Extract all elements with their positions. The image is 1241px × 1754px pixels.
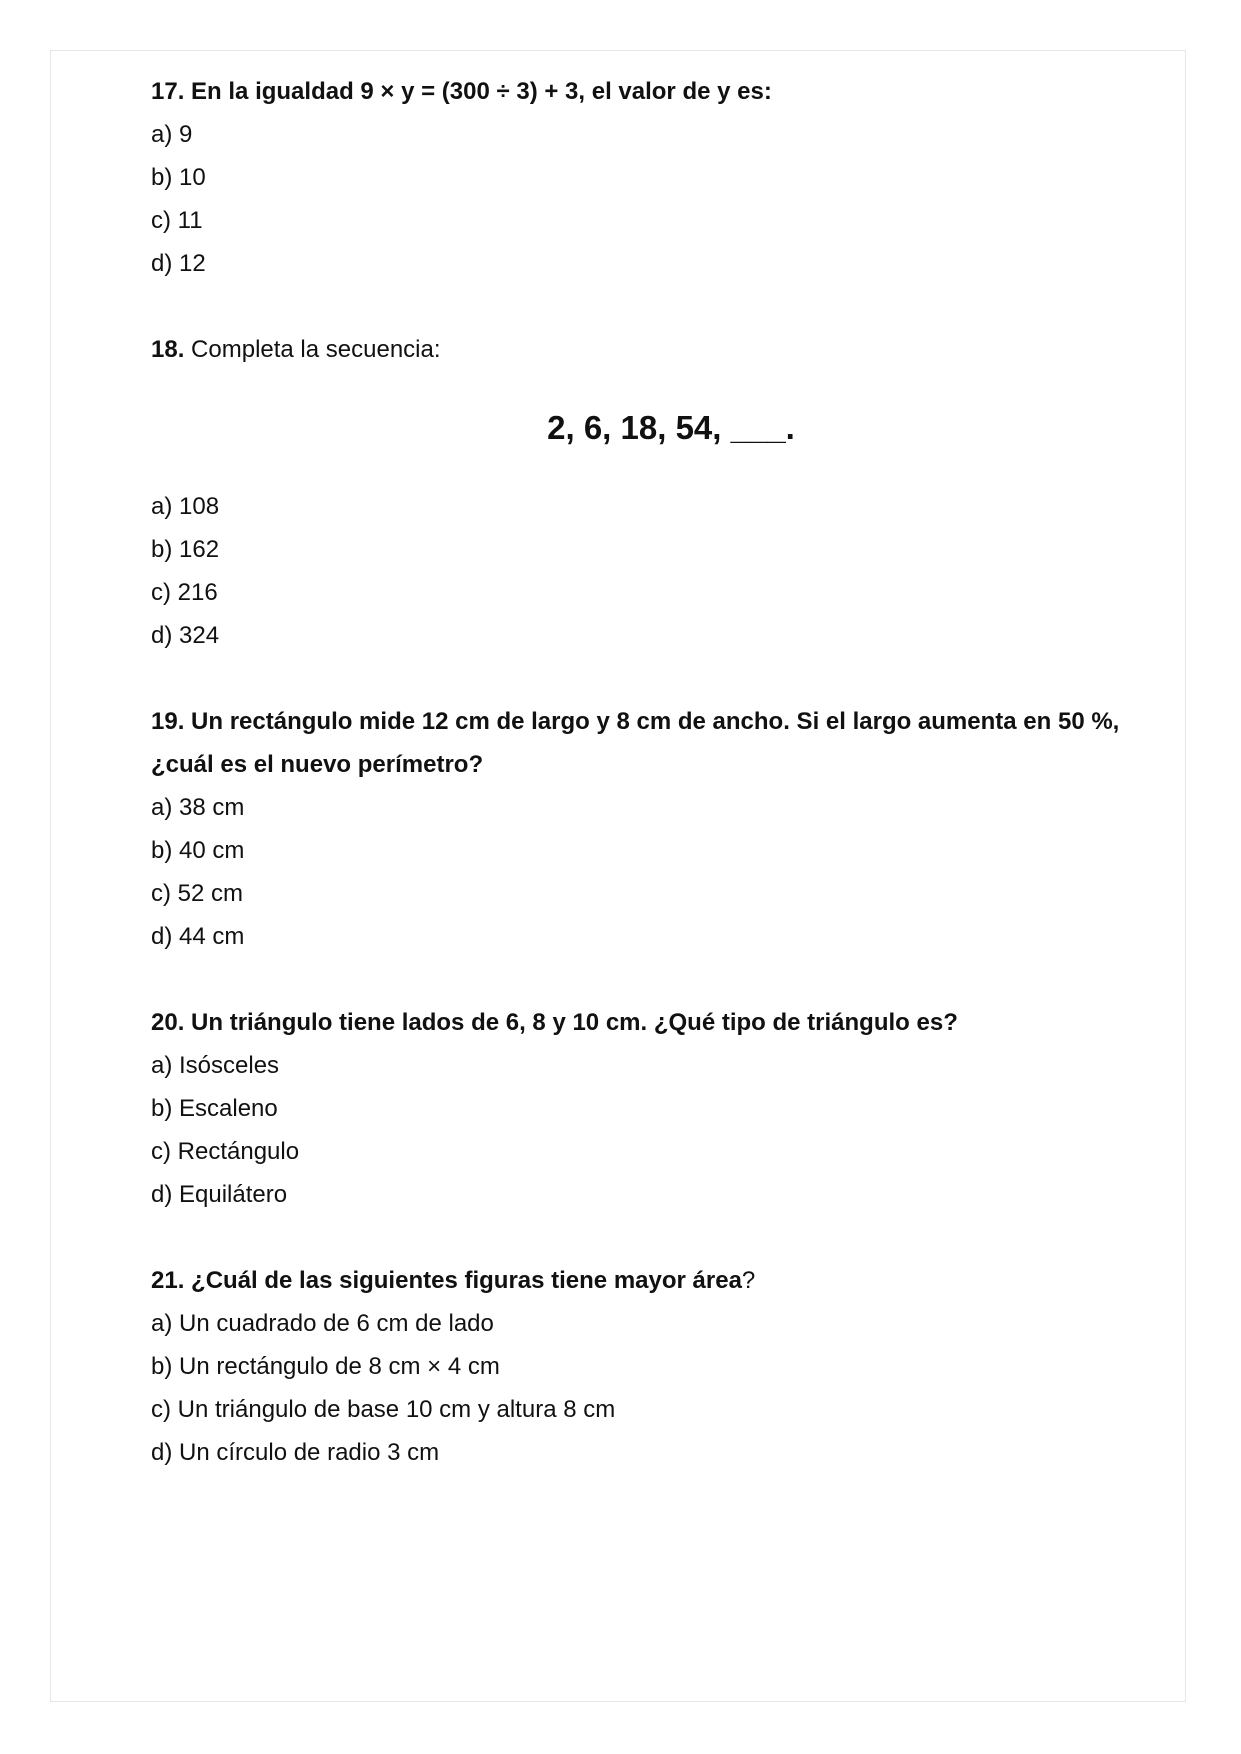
question-19 xyxy=(151,700,1171,958)
spacer xyxy=(151,958,1171,1001)
option-d: d) 12 xyxy=(151,250,206,277)
question-21 xyxy=(151,1259,1171,1474)
question-number: 20. xyxy=(151,1009,185,1036)
question-17-stem xyxy=(151,70,1171,113)
option-a: a) Isósceles xyxy=(151,1052,280,1079)
option-c: c) Un triángulo de base 10 cm y altura 8 cm xyxy=(151,1396,616,1423)
option-b: b) 162 xyxy=(151,536,220,563)
question-number: 19. xyxy=(151,708,185,735)
option-c: c) 52 cm xyxy=(151,880,244,907)
question-18 xyxy=(151,328,1171,657)
question-number: 17. xyxy=(151,78,185,105)
question-20-stem xyxy=(151,1001,1171,1044)
spacer xyxy=(151,657,1171,700)
option-d: d) Un círculo de radio 3 cm xyxy=(151,1439,440,1466)
question-text: En la igualdad 9 × y = (300 ÷ 3) + 3, el valor de y es: xyxy=(191,78,772,105)
option-c: c) 216 xyxy=(151,579,218,606)
option-a: a) 108 xyxy=(151,493,220,520)
question-text: Completa la secuencia: xyxy=(191,336,441,363)
option-a: a) Un cuadrado de 6 cm de lado xyxy=(151,1310,494,1337)
question-mark: ? xyxy=(741,1267,756,1294)
option-d: d) 44 cm xyxy=(151,923,245,950)
spacer xyxy=(151,285,1171,328)
option-a: a) 9 xyxy=(151,121,193,148)
option-b: b) Escaleno xyxy=(151,1095,278,1122)
question-text: Un triángulo tiene lados de 6, 8 y 10 cm. ¿Qué tipo de triángulo es? xyxy=(191,1009,958,1036)
option-d: d) Equilátero xyxy=(151,1181,288,1208)
option-c: c) 11 xyxy=(151,207,203,234)
option-b: b) Un rectángulo de 8 cm × 4 cm xyxy=(151,1353,500,1380)
question-number: 18. xyxy=(151,336,185,363)
option-b: b) 10 xyxy=(151,164,206,191)
option-c: c) Rectángulo xyxy=(151,1138,300,1165)
question-text: ¿Cuál de las siguientes figuras tiene mayor área xyxy=(191,1267,742,1294)
option-a: a) 38 cm xyxy=(151,794,245,821)
question-text: Un rectángulo mide 12 cm de largo y 8 cm de ancho. Si el largo aumenta en 50 %, xyxy=(191,708,1120,735)
question-20 xyxy=(151,1001,1171,1216)
option-d: d) 324 xyxy=(151,622,220,649)
question-17 xyxy=(151,70,1171,285)
question-number: 21. xyxy=(151,1267,185,1294)
question-21-stem xyxy=(151,1259,1171,1302)
spacer xyxy=(151,1216,1171,1259)
number-sequence: 2, 6, 18, 54, ___. xyxy=(547,409,795,446)
question-18-stem xyxy=(151,328,1171,371)
worksheet-content xyxy=(151,70,1171,1474)
question-19-stem-line-2: ¿cuál es el nuevo perímetro? xyxy=(151,751,484,778)
option-b: b) 40 cm xyxy=(151,837,245,864)
question-19-stem-line-1 xyxy=(151,700,1171,743)
